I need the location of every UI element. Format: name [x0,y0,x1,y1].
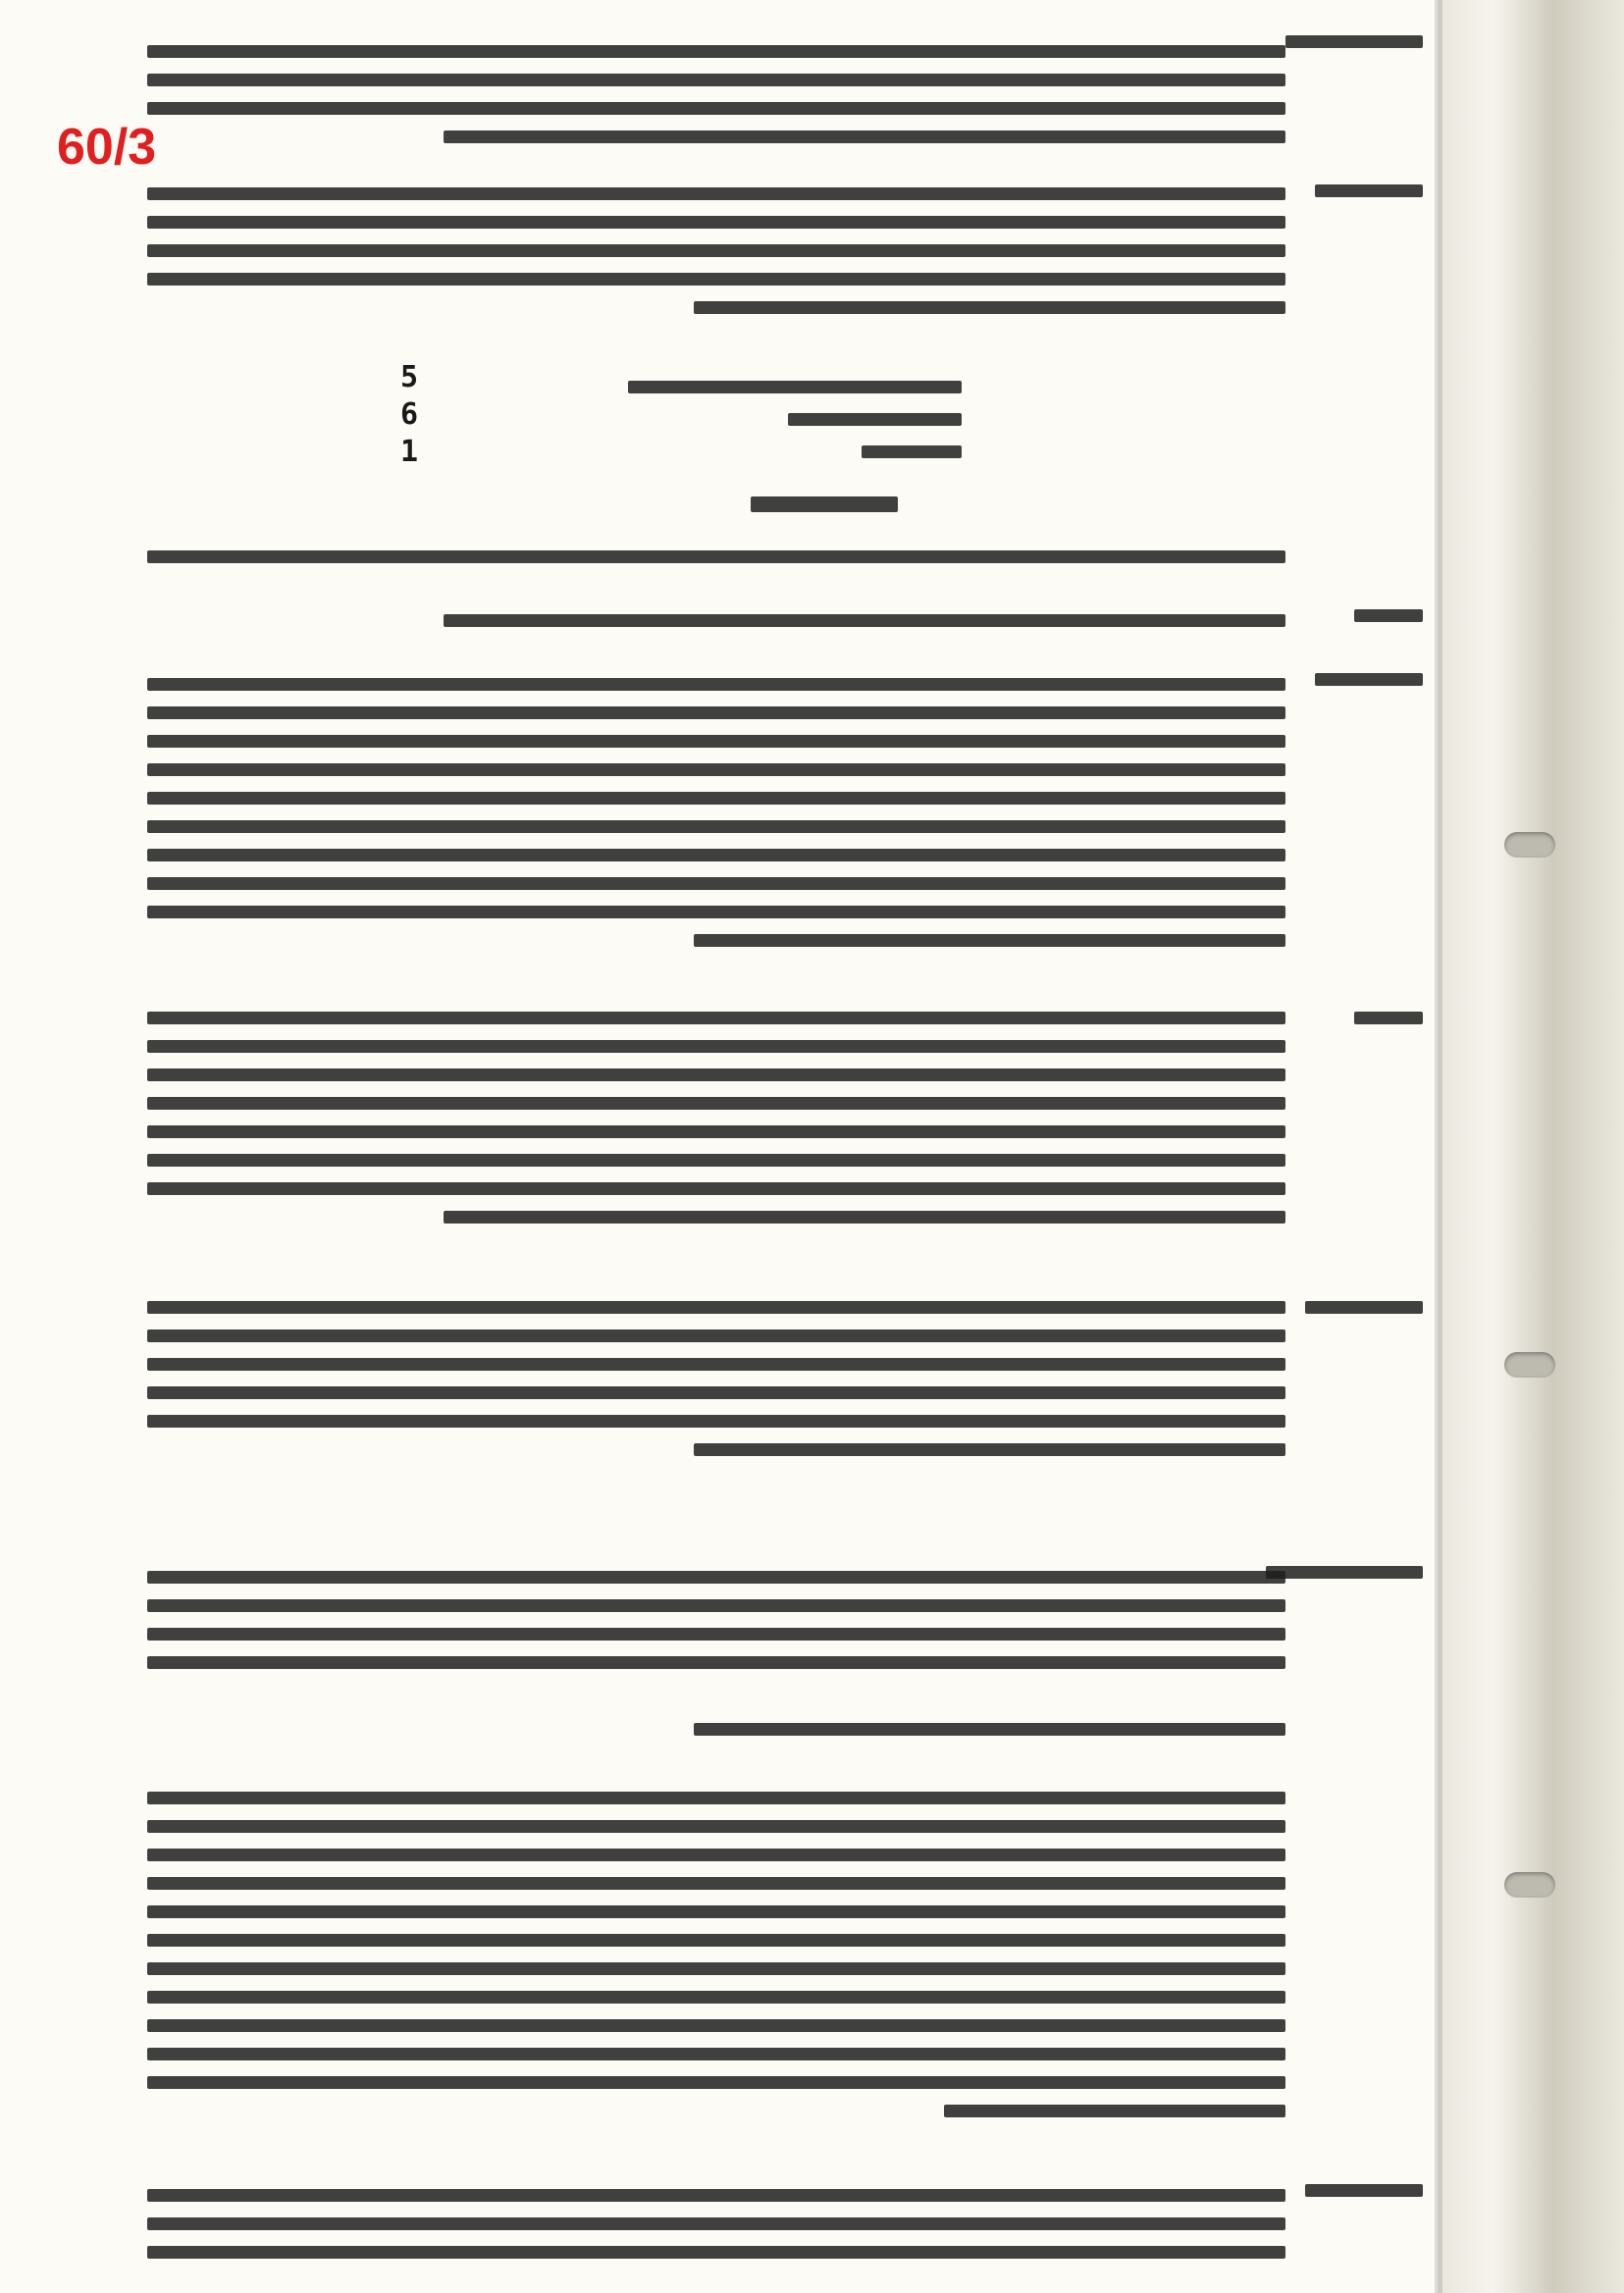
paragraph-1 [147,29,1285,159]
paragraph-request [147,599,1285,643]
speaker-name [1315,657,1423,702]
speaker-name [1315,169,1423,213]
speaker-name [1354,996,1423,1040]
speaker-name [1354,594,1423,638]
resolution-heading [751,481,898,528]
binding-hole [1504,1352,1555,1378]
paragraph-7 [147,1776,1285,2133]
page-number: 60/3 [57,119,157,176]
paragraph-5 [147,1285,1285,1472]
speaker-name [1305,2168,1423,2213]
vote-count-against: 6 [399,397,419,432]
binding-hole [1504,832,1555,858]
paragraph-2 [147,172,1285,330]
speaker-name [1266,1550,1423,1594]
paragraph-4 [147,996,1285,1239]
paragraph-6-end [147,1707,1285,1751]
binding-margin [1438,0,1624,2293]
vote-count-abstain: 1 [399,435,419,469]
speaker-name [1305,1285,1423,1329]
paragraph-8 [147,2173,1285,2274]
paragraph-6 [147,1555,1285,1685]
resolution-text [147,535,1285,579]
binding-hole [1504,1872,1555,1898]
speaker-name [1285,20,1423,64]
binding-shadow [1435,0,1442,2293]
vote-count-for: 5 [399,360,419,394]
vote-labels [628,361,962,478]
paragraph-3 [147,662,1285,963]
vote-results [394,359,424,471]
